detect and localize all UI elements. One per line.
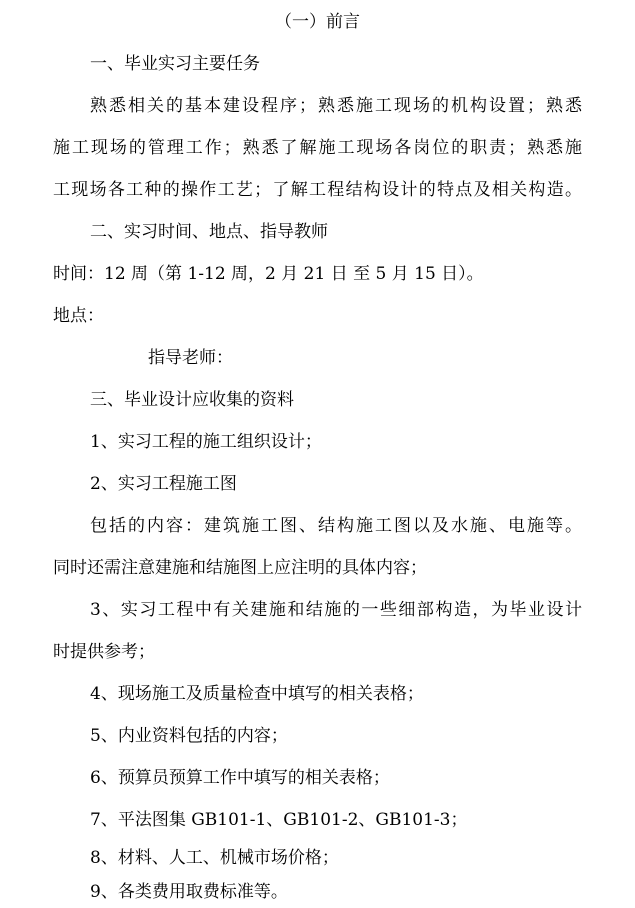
list-item-3-line2: 时提供参考； <box>53 642 155 662</box>
list-item-9: 9、各类费用取费标准等。 <box>90 882 288 902</box>
section1-paragraph-line2: 施工现场的管理工作；熟悉了解施工现场各岗位的职责；熟悉施 <box>53 138 582 158</box>
list-item-5: 5、内业资料包括的内容； <box>90 726 288 746</box>
section3-heading: 三、毕业设计应收集的资料 <box>90 390 294 410</box>
section1-heading: 一、毕业实习主要任务 <box>90 54 260 74</box>
list-item-4: 4、现场施工及质量检查中填写的相关表格； <box>90 684 424 704</box>
document-title: （一）前言 <box>275 12 360 32</box>
section2-heading: 二、实习时间、地点、指导教师 <box>90 222 328 242</box>
list-item-2-detail-line2: 同时还需注意建施和结施图上应注明的具体内容； <box>53 558 427 578</box>
internship-location: 地点： <box>53 306 104 326</box>
list-item-6: 6、预算员预算工作中填写的相关表格； <box>90 768 390 788</box>
list-item-3-line1: 3、实习工程中有关建施和结施的一些细部构造，为毕业设计 <box>90 600 582 620</box>
list-item-2-detail-line1: 包括的内容：建筑施工图、结构施工图以及水施、电施等。 <box>90 516 582 536</box>
list-item-8: 8、材料、人工、机械市场价格； <box>90 848 339 868</box>
list-item-2: 2、实习工程施工图 <box>90 474 237 494</box>
internship-time: 时间：12 周（第 1-12 周，2 月 21 日 至 5 月 15 日）。 <box>53 264 484 284</box>
list-item-7: 7、平法图集 GB101-1、GB101-2、GB101-3； <box>90 810 468 830</box>
section1-paragraph-line1: 熟悉相关的基本建设程序；熟悉施工现场的机构设置；熟悉 <box>90 96 582 116</box>
section1-paragraph-line3: 工现场各工种的操作工艺；了解工程结构设计的特点及相关构造。 <box>53 180 582 200</box>
list-item-1: 1、实习工程的施工组织设计； <box>90 432 322 452</box>
internship-advisor: 指导老师： <box>148 348 233 368</box>
